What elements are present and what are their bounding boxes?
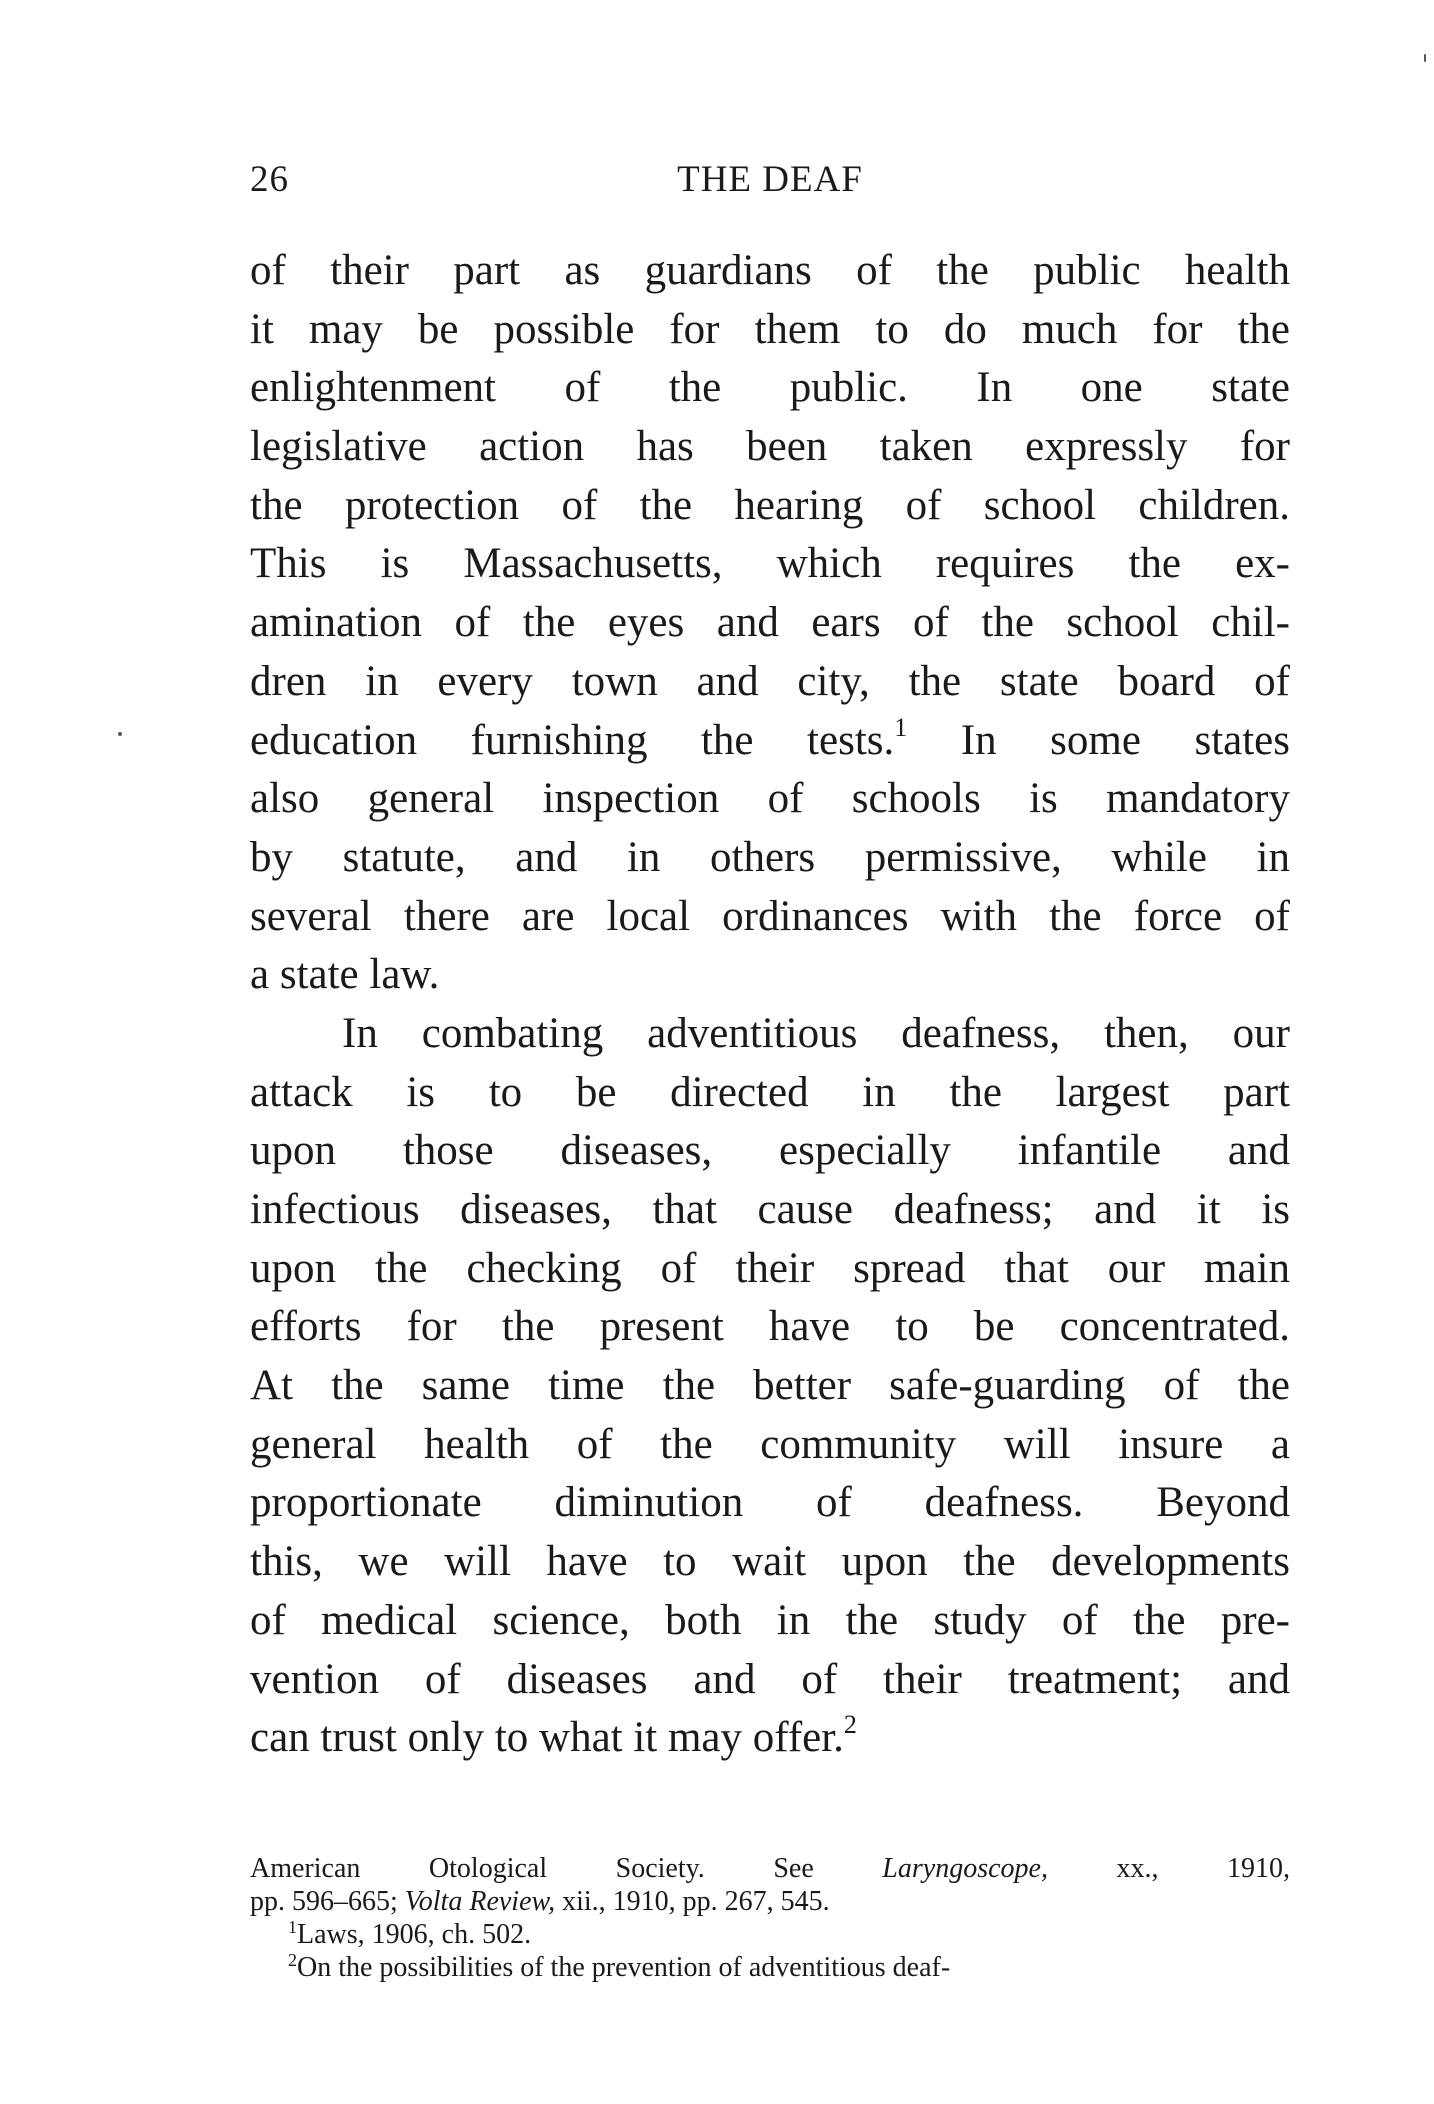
text-segment: can trust only to what it may offer.	[250, 1714, 844, 1762]
footnote-mark: 2	[288, 1950, 297, 1970]
text-line: it may be possible for them to do much for the	[250, 305, 1290, 353]
body-text	[250, 242, 1290, 1768]
text-line: efforts for the present have to be concentrated.	[250, 1303, 1290, 1351]
text-segment: xii., 1910, pp. 267, 545.	[562, 1886, 830, 1917]
text-segment: xx., 1910,	[1116, 1853, 1291, 1884]
text-line: proportionate diminution of deafness. Beyond	[250, 1479, 1290, 1527]
text-line: amination of the eyes and ears of the school chil-	[250, 599, 1290, 647]
text-line: several there are local ordinances with the force of	[250, 892, 1290, 940]
text-line: by statute, and in others permissive, while in	[250, 833, 1290, 881]
text-segment: American Otological Society. See	[250, 1853, 814, 1884]
text-line: dren in every town and city, the state board of	[250, 657, 1290, 705]
footnote-mark: 1	[288, 1917, 297, 1937]
text-line-with-footnote	[250, 712, 1290, 771]
text-line: a state law.	[250, 951, 440, 999]
paragraph-first-line: In combating adventitious deafness, then, our	[342, 1009, 1290, 1057]
footnotes	[250, 1852, 1290, 1984]
footnote-text: Laws, 1906, ch. 502.	[297, 1919, 532, 1950]
text-segment: In some states	[960, 716, 1291, 764]
text-line: this, we will have to wait upon the developments	[250, 1538, 1290, 1586]
footnote-1	[250, 1918, 1290, 1951]
paper-speck	[1424, 54, 1426, 62]
journal-title: Volta Review,	[404, 1886, 556, 1917]
text-line: upon those diseases, especially infantile and	[250, 1127, 1290, 1175]
text-line: At the same time the better safe-guarding of the	[250, 1362, 1290, 1410]
text-segment: pp. 596–665;	[250, 1886, 398, 1917]
footnote-text: On the possibilities of the prevention of adventitious deaf-	[297, 1952, 951, 1983]
footnote-2	[250, 1951, 1290, 1984]
text-line: also general inspection of schools is mandatory	[250, 775, 1290, 823]
text-line-with-footnote	[250, 1709, 1290, 1768]
text-line: This is Massachusetts, which requires the ex-	[250, 540, 1290, 588]
text-line: of their part as guardians of the public health	[250, 247, 1290, 294]
page-header	[250, 158, 1290, 208]
text-line: vention of diseases and of their treatment; and	[250, 1655, 1290, 1703]
footnote-continued-line	[250, 1885, 1290, 1918]
paper-speck	[118, 732, 122, 736]
running-head: THE DEAF	[677, 159, 863, 200]
page-number: 26	[250, 159, 289, 200]
footnote-continued-line	[250, 1852, 1290, 1885]
text-line: infectious diseases, that cause deafness; and it is	[250, 1186, 1290, 1233]
text-line: attack is to be directed in the largest part	[250, 1068, 1290, 1116]
text-line: general health of the community will insure a	[250, 1420, 1290, 1468]
text-line: enlightenment of the public. In one state	[250, 364, 1290, 412]
journal-title: Laryngoscope,	[882, 1853, 1048, 1884]
text-segment: education furnishing the tests.	[250, 716, 895, 764]
footnote-reference-1: 1	[894, 712, 908, 742]
text-line: of medical science, both in the study of the pre-	[250, 1596, 1290, 1644]
text-line: the protection of the hearing of school children.	[250, 481, 1290, 529]
text-line: upon the checking of their spread that our main	[250, 1244, 1290, 1292]
text-line: legislative action has been taken expressly for	[250, 423, 1290, 471]
footnote-reference-2: 2	[843, 1710, 857, 1740]
